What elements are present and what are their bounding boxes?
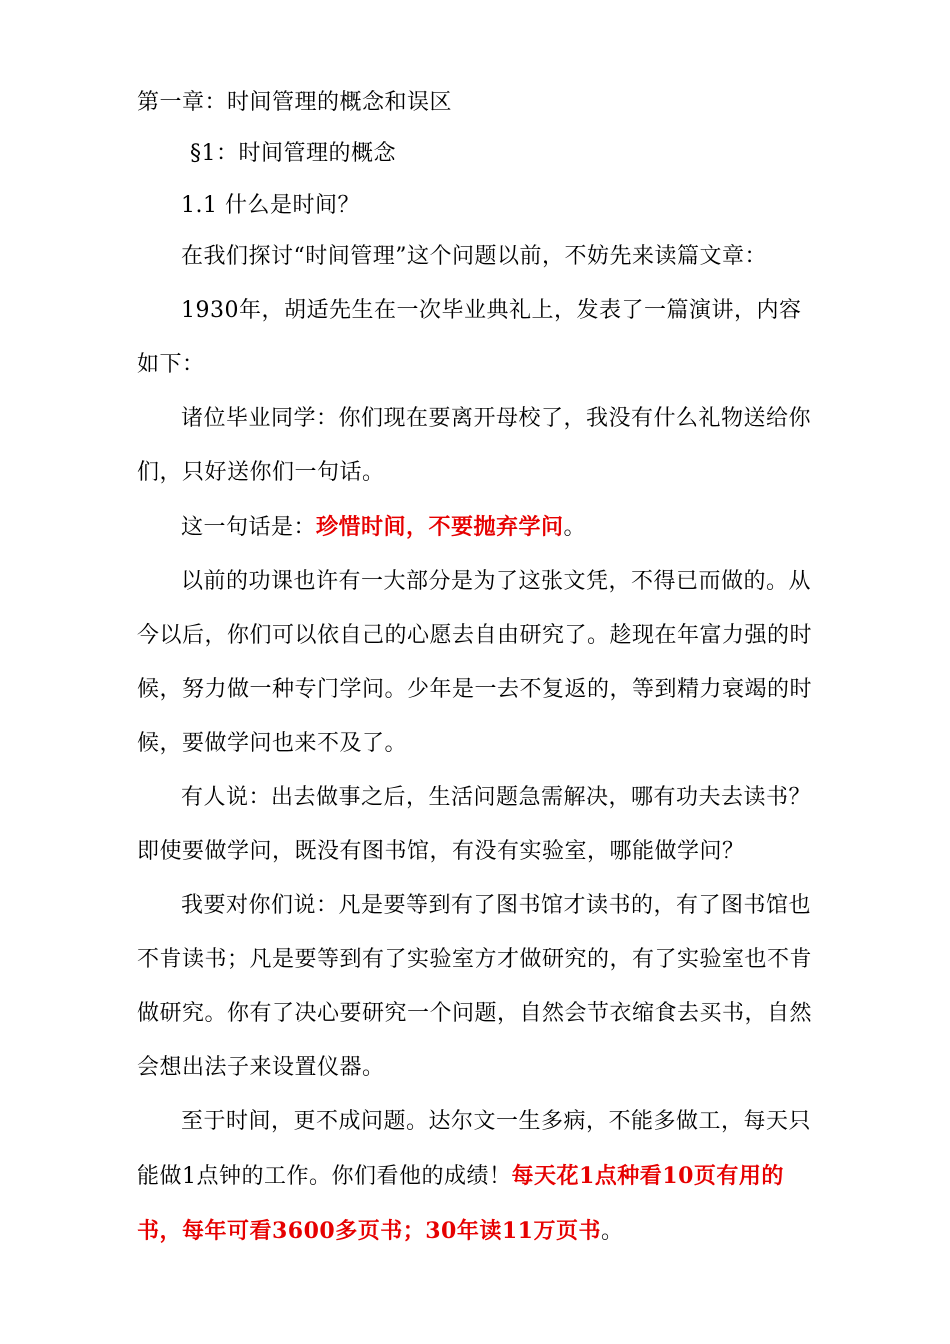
- paragraph: 在我们探讨“时间管理”这个问题以前，不妨先来读篇文章：: [181, 244, 767, 269]
- paragraph: 1930年，胡适先生在一次毕业典礼上，发表了一篇演讲，内容如下：: [137, 298, 802, 377]
- paragraph-lead: 这一句话是：: [181, 515, 317, 540]
- paragraph-tail: 。: [563, 515, 587, 540]
- paragraph: 诸位毕业同学：你们现在要离开母校了，我没有什么礼物送给你们，只好送你们一句话。: [137, 406, 812, 485]
- paragraph-lead: 至于时间，更不成问题。达尔文一生多病，不能多做工，每天只能做1点钟的工作。你们看他的成绩！: [137, 1109, 812, 1189]
- paragraph-with-highlight: [137, 1095, 817, 1259]
- body-text: [137, 230, 817, 1259]
- chapter-title: 第一章：时间管理的概念和误区: [137, 90, 453, 115]
- subsection-title: 1.1 什么是时间？: [181, 193, 360, 218]
- section-title: §1：时间管理的概念: [190, 141, 396, 166]
- paragraph: 有人说：出去做事之后，生活问题急需解决，哪有功夫去读书？即使要做学问，既没有图书馆，有没有实验室，哪能做学问？: [137, 785, 812, 864]
- paragraph-tail: 。: [600, 1219, 624, 1244]
- highlighted-quote: 珍惜时间，不要抛弃学问: [316, 514, 564, 540]
- paragraph: 以前的功课也许有一大部分是为了这张文凭，不得已而做的。从今以后，你们可以依自己的心愿去自由研究了。趁现在年富力强的时候，努力做一种专门学问。少年是一去不复返的，等到精力衰竭的时候，要做学问也来不及了。: [137, 569, 813, 756]
- paragraph: 我要对你们说：凡是要等到有了图书馆才读书的，有了图书馆也不肯读书；凡是要等到有了实验室方才做研究的，有了实验室也不肯做研究。你有了决心要研究一个问题，自然会节衣缩食去买书，自然会想出法子来设置仪器。: [137, 893, 813, 1080]
- paragraph-with-highlight: [137, 500, 817, 555]
- highlighted-statistic: 每天花1点种看10页有用的书，每年可看3600多页书；30年读11万页书: [137, 1163, 784, 1244]
